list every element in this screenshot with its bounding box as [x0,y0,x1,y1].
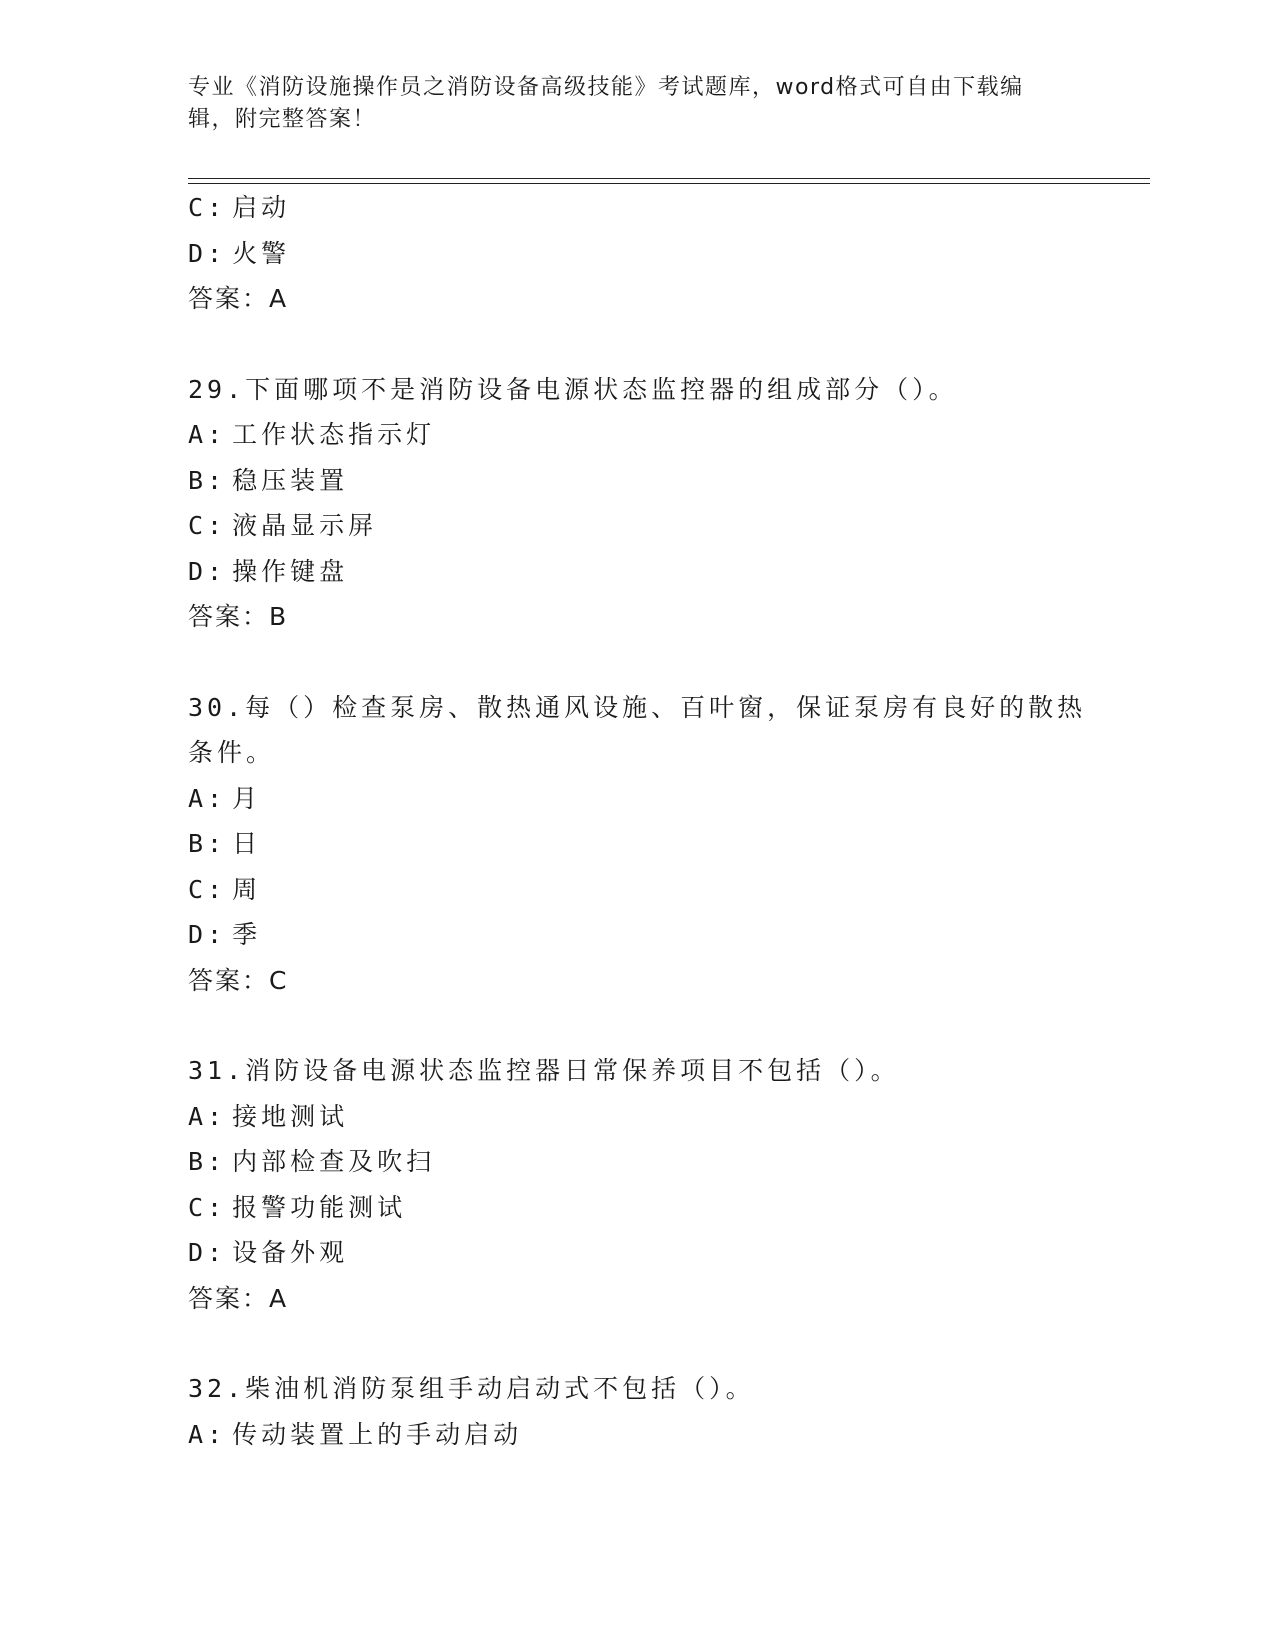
document-header [188,72,1068,136]
answer: 答案：B [188,602,289,631]
option-a: A: 工作状态指示灯 [188,420,436,449]
option-d: D: 设备外观 [188,1238,349,1267]
answer: 答案：A [188,284,289,313]
header-divider-bottom [188,183,1150,184]
question-block-29 [188,374,1088,634]
header-line-2: 辑，附完整答案！ [188,107,377,132]
option-c: C: 报警功能测试 [188,1192,407,1222]
option-a: A: 接地测试 [188,1101,349,1131]
question-list [188,192,1088,1464]
answer: 答案：A [188,1283,289,1313]
question-text-line-2: 条件。 [188,738,276,767]
question-text-line-1: 30.每（）检查泵房、散热通风设施、百叶窗，保证泵房有良好的散热 [188,692,1087,722]
answer: 答案：C [188,965,289,995]
header-divider-top [188,178,1150,179]
option-c: C: 启动 [188,193,291,222]
option-a: A: 月 [188,783,262,813]
question-block-31 [188,1055,1088,1315]
question-text: 29.下面哪项不是消防设备电源状态监控器的组成部分（）。 [188,374,958,404]
option-b: B: 内部检查及吹扫 [188,1147,436,1176]
option-a: A: 传动装置上的手动启动 [188,1419,523,1449]
question-block-28 [188,192,1088,315]
option-c: C: 周 [188,874,262,904]
option-d: D: 火警 [188,238,291,268]
question-text: 31.消防设备电源状态监控器日常保养项目不包括（）。 [188,1056,900,1085]
option-b: B: 稳压装置 [188,465,349,495]
question-text: 32.柴油机消防泵组手动启动式不包括（）。 [188,1374,755,1403]
option-c: C: 液晶显示屏 [188,511,378,540]
header-line-1: 专业《消防设施操作员之消防设备高级技能》考试题库，word格式可自由下载编 [188,75,1024,100]
option-b: B: 日 [188,829,262,858]
option-d: D: 操作键盘 [188,556,349,586]
option-d: D: 季 [188,920,262,949]
question-block-30 [188,692,1088,997]
question-block-32 [188,1373,1088,1451]
